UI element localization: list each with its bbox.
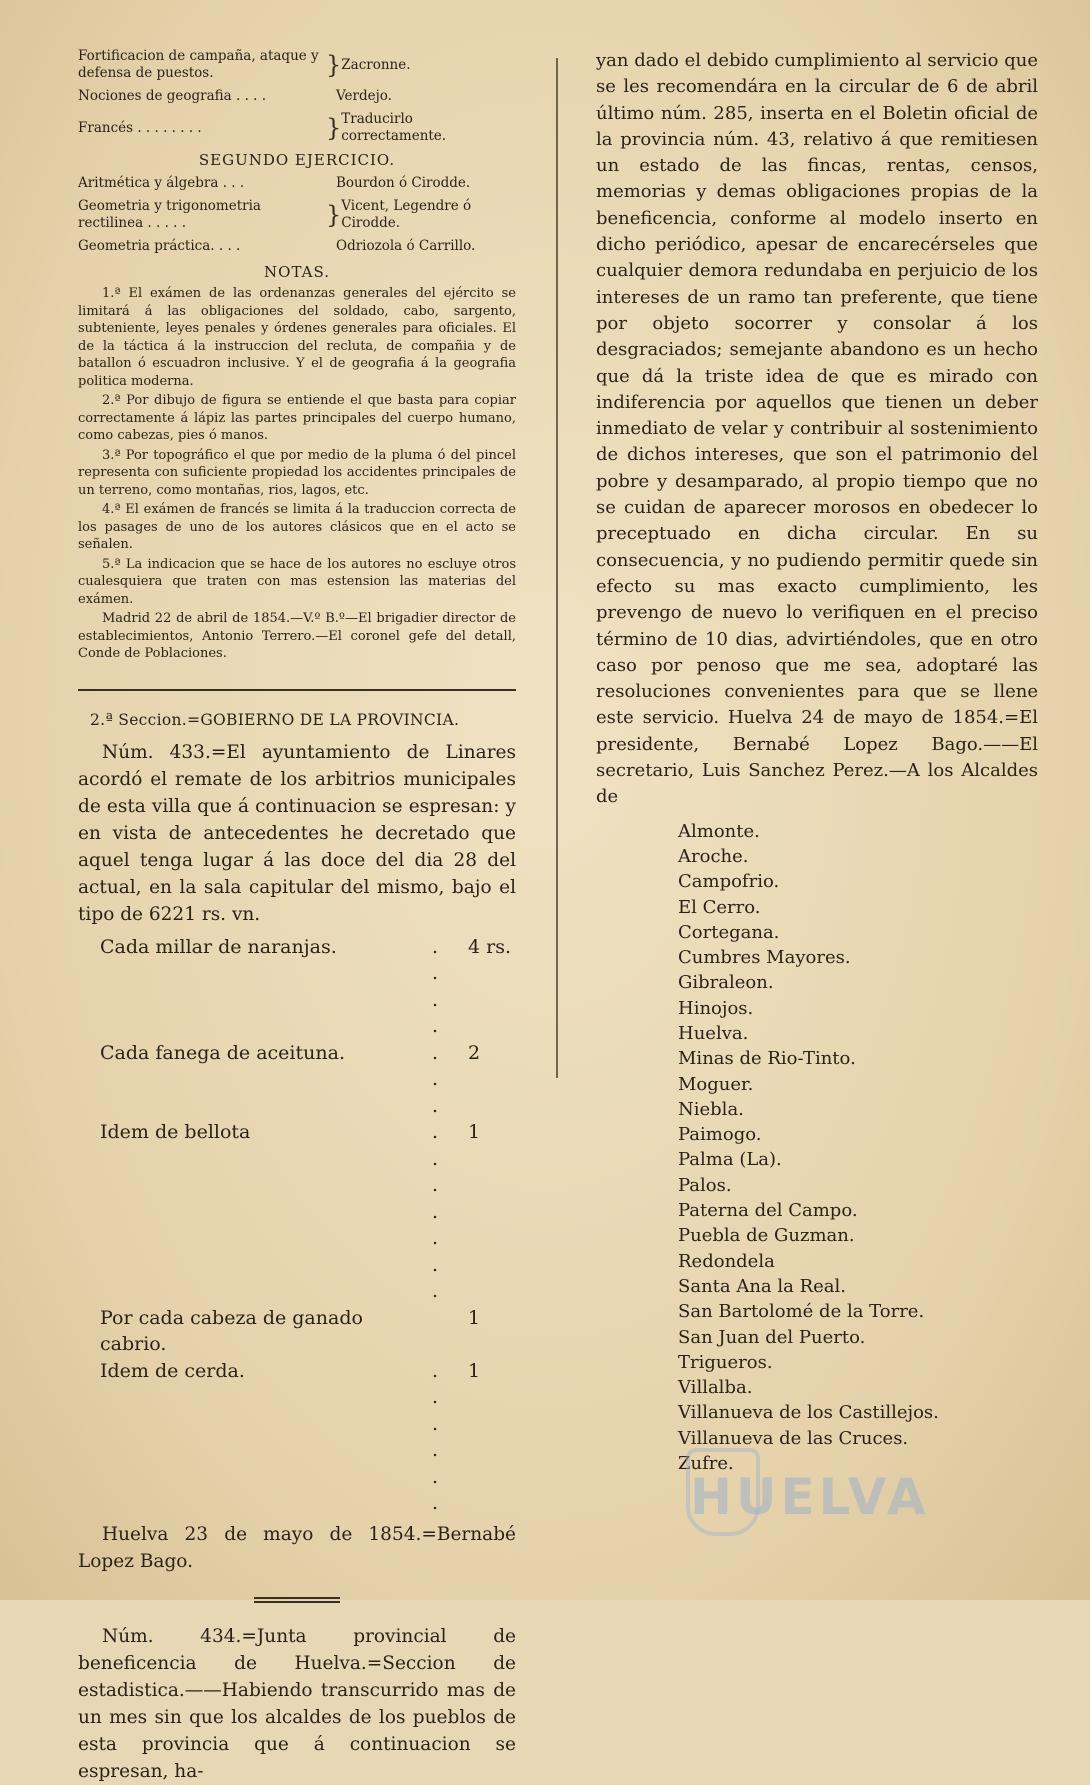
town-item: Paimogo. (678, 1124, 762, 1146)
notice-433-signature: Huelva 23 de mayo de 1854.=Bernabé Lopez Bago. (78, 1523, 516, 1572)
program-author: Zacronne. (341, 56, 411, 73)
program-subject: Francés . . . . . . . . (78, 119, 202, 136)
section-rule (78, 689, 516, 691)
watermark: HUELVA (690, 1468, 930, 1526)
town-item: Moguer. (678, 1073, 754, 1095)
notice-433: Núm. 433.=El ayuntamiento de Linares acordó el remate de los arbitrios municipales de esta villa que á continuacion se espresan: y en vista de antecedentes he decretado que aquel tenga lugar á las doce del dia 28 del actual, en la sala capitular del mismo, bajo el tipo de 6221 rs. vn. (78, 741, 516, 925)
town-item: Villalba. (678, 1377, 753, 1399)
town-item: Hinojos. (678, 997, 754, 1019)
town-item: Santa Ana la Real. (678, 1275, 847, 1297)
fee-row (78, 1040, 516, 1120)
town-item: El Cerro. (678, 896, 761, 918)
fee-item: Idem de cerda. (100, 1359, 245, 1382)
column-divider (556, 58, 558, 1078)
program-row (78, 111, 516, 145)
fee-value: 1 (468, 1306, 481, 1329)
town-item: San Juan del Puerto. (678, 1326, 866, 1348)
fee-row (78, 1358, 516, 1517)
program-subject: Nociones de geografia . . . . (78, 88, 267, 104)
program-row (78, 88, 516, 105)
brace-glyph: } (326, 201, 342, 229)
fee-leader (432, 1305, 468, 1358)
town-item: Redondela (678, 1250, 775, 1272)
program-subject: Aritmética y álgebra . . . (78, 175, 245, 191)
program-author: Odriozola ó Carrillo. (336, 238, 476, 254)
town-item: Zufre. (678, 1453, 734, 1475)
note-item: 5.ª La indicacion que se hace de los autores no escluye otros cualesquiera que traten con mas estension las materias del exámen. (78, 556, 516, 607)
program-author: Traducirlo correctamente. (341, 111, 447, 144)
town-item: Trigueros. (678, 1351, 773, 1373)
town-list (678, 819, 1038, 1477)
right-column (596, 48, 1038, 1476)
madrid-signoff: Madrid 22 de abril de 1854.—V.º B.º—El brigadier director de establecimientos, Antonio Terrero.—El coronel gefe del detall, Conde de Poblaciones. (78, 611, 516, 661)
notice-434-continuation: yan dado el debido cumplimiento al servicio que se les recomendára en la circular de 6 de abril último núm. 285, inserta en el Boletin oficial de la provincia núm. 43, relativo á que remitiesen un estado de las fincas, rentas, censos, memorias y demas obligaciones propias de la beneficencia, conforme al modelo inserto en dicho periódico, apesar de encarecérseles que cualquier demora redundaba en perjuicio de los intereses de un ramo tan preferente, que tiene por objeto socorrer y consolar á los desgraciados; semejante abandono es un hecho que dá la triste idea de que es mirado con indiferencia por aquellos que tienen un deber inmediato de velar y contribuir al sostenimiento de dichos intereses, que son el patrimonio del pobre y desamparado, al propio tiempo que no se cuidan de aparecer morosos en obedecer lo preceptuado en dicha circular. En su consecuencia, y no pudiendo permitir quede sin efecto su mas exacto cumplimiento, les prevengo de nuevo lo verifiquen en el preciso término de 10 dias, advirtiéndoles, que en otro caso por penoso que me sea, adoptaré las resoluciones convenientes para que se llene este servicio. Huelva 24 de mayo de 1854.=El presidente, Bernabé Lopez Bago.——El secretario, Luis Sanchez Perez.—A los Alcaldes de (596, 50, 1038, 808)
town-item: Campofrio. (678, 871, 780, 893)
program-row (78, 238, 516, 255)
fee-row (78, 1119, 516, 1305)
program-author: Bourdon ó Cirodde. (336, 175, 471, 191)
town-item: Puebla de Guzman. (678, 1225, 855, 1247)
town-item: Huelva. (678, 1022, 749, 1044)
note-item: 2.ª Por dibujo de figura se entiende el que basta para copiar correctamente á lápiz las partes principales del cuerpo humano, como cabezas, pies ó manos. (78, 393, 516, 443)
town-item: Cumbres Mayores. (678, 947, 851, 969)
town-item: Cortegana. (678, 921, 780, 943)
left-column (78, 48, 516, 1785)
town-item: Paterna del Campo. (678, 1200, 858, 1222)
note-item: 4.ª El exámen de francés se limita á la traduccion correcta de los pasages de uno de los autores clásicos que en el acto se señalen. (78, 502, 516, 552)
fee-value: 1 (468, 1121, 481, 1143)
program-row (78, 48, 516, 82)
town-item: Almonte. (678, 820, 760, 842)
fee-leader: . . . . (432, 935, 445, 1037)
town-item: Villanueva de las Cruces. (678, 1427, 909, 1449)
town-item: Niebla. (678, 1098, 744, 1120)
fee-value: 2 (468, 1041, 481, 1064)
program-author: Verdejo. (336, 88, 392, 104)
fee-item: Cada fanega de aceituna. (100, 1041, 345, 1064)
program-subject: Fortificacion de campaña, ataque y defensa de puestos. (78, 48, 319, 81)
fee-value: 4 rs. (468, 935, 512, 958)
fee-leader: . . . . . . (432, 1359, 445, 1514)
brace-glyph: } (326, 51, 342, 79)
town-item: San Bartolomé de la Torre. (678, 1301, 925, 1323)
notice-434: Núm. 434.=Junta provincial de beneficencia de Huelva.=Seccion de estadistica.——Habiendo transcurrido mas de un mes sin que los alcaldes de los pueblos de esta provincia que á continuacion se espresan, ha- (78, 1625, 516, 1782)
fee-row (78, 934, 516, 1040)
program-row (78, 198, 516, 232)
fee-row (78, 1305, 516, 1358)
program-subject: Geometria práctica. . . . (78, 238, 241, 254)
fee-leader: . . . (432, 1041, 445, 1117)
program-author: Vicent, Legendre ó Cirodde. (341, 198, 472, 231)
fee-value: 1 (468, 1359, 481, 1382)
section-title: 2.ª Seccion.=GOBIERNO DE LA PROVINCIA. (90, 710, 460, 729)
town-item: Palma (La). (678, 1149, 782, 1171)
town-item: Aroche. (678, 845, 749, 867)
fee-item: Idem de bellota (100, 1121, 251, 1143)
brace-glyph: } (326, 114, 342, 142)
fee-item: Cada millar de naranjas. (100, 935, 337, 958)
fee-item: Por cada cabeza de ganado cabrio. (100, 1306, 363, 1355)
town-item: Palos. (678, 1174, 732, 1196)
town-item: Villanueva de los Castillejos. (678, 1402, 939, 1424)
town-item: Minas de Rio-Tinto. (678, 1048, 856, 1070)
second-exercise-heading: SEGUNDO EJERCICIO. (198, 151, 396, 169)
note-item: 1.ª El exámen de las ordenanzas generales del ejército se limitará á las obligaciones del soldado, cabo, sargento, subteniente, leyes penales y órdenes generales para oficiales. El de la táctica á la instruccion del recluta, de compañia y de batallon ó escuadron inclusive. Y el de geografia á la geografia politica moderna. (78, 286, 516, 389)
fee-table (78, 934, 516, 1517)
fee-leader: . . . . . . . (432, 1121, 445, 1302)
program-subject: Geometria y trigonometria rectilinea . . . . . (78, 198, 261, 231)
notes-heading: NOTAS. (264, 263, 330, 281)
town-item: Gibraleon. (678, 972, 774, 994)
program-row (78, 175, 516, 192)
note-item: 3.ª Por topográfico el que por medio de la pluma ó del pincel representa con suficiente propiedad los accidentes principales de un terreno, como montañas, rios, lagos, etc. (78, 447, 516, 498)
